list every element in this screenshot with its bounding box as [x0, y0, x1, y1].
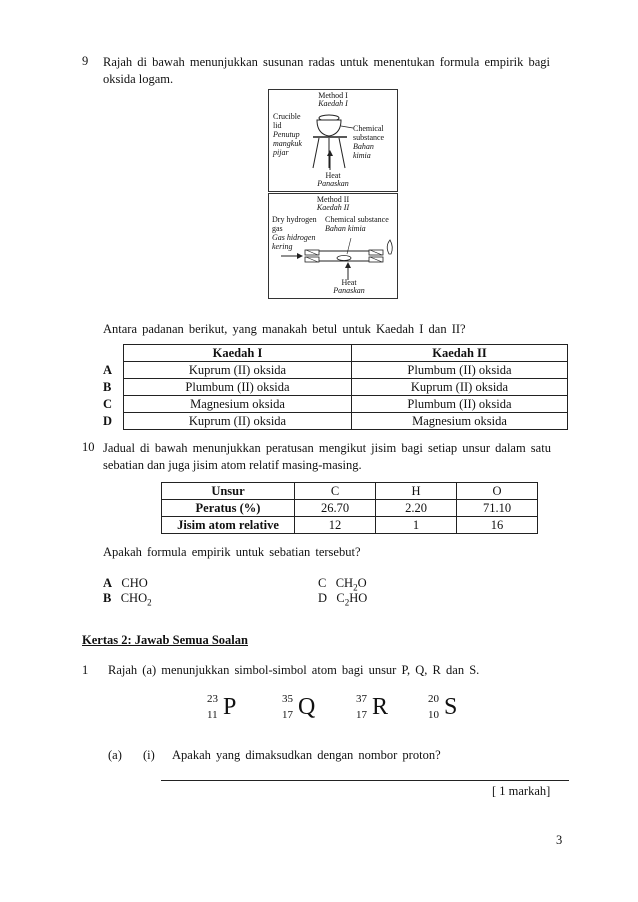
atom-symbol-r — [356, 693, 396, 733]
mass-number: 20 — [428, 693, 439, 705]
option-kaedah-1: Plumbum (II) oksida — [124, 379, 352, 396]
option-subscript: 2 — [353, 582, 358, 593]
table-cell: 2.20 — [376, 500, 457, 517]
option-row-c[interactable] — [103, 396, 568, 413]
option-letter: A — [103, 362, 113, 377]
table-row — [162, 517, 538, 534]
option-b[interactable] — [103, 590, 152, 612]
option-letter: B — [103, 591, 112, 605]
element-symbol: S — [444, 694, 458, 720]
method-2-title: Method II — [316, 195, 350, 204]
option-letter: D — [103, 413, 113, 428]
table-cell: Jisim atom relative — [162, 517, 295, 534]
mass-number: 35 — [282, 693, 293, 705]
option-text: C — [336, 591, 345, 605]
proton-number: 17 — [282, 709, 293, 721]
table-header-row — [103, 345, 568, 362]
option-kaedah-1: Kuprum (II) oksida — [124, 413, 352, 430]
question-10-text-line1: Jadual di bawah menunjukkan peratusan mengikut jisim bagi setiap unsur dalam satu — [103, 441, 551, 455]
header-kaedah-2: Kaedah II — [352, 345, 568, 362]
element-symbol: Q — [298, 694, 316, 720]
question-9-text-line1: Rajah di bawah menunjukkan susunan radas untuk menentukan formula empirik bagi — [103, 55, 550, 69]
method-1-heat-label: Heat — [325, 171, 341, 180]
option-kaedah-2: Magnesium oksida — [352, 413, 568, 430]
hydrogen-gas-label: Dry hydrogen gas Gas hidrogen kering — [272, 215, 317, 251]
element-symbol: P — [223, 694, 237, 720]
proton-number: 10 — [428, 709, 439, 721]
method-2-title-ms: Kaedah II — [316, 203, 350, 212]
chemical-substance-label: Chemical substance Bahan kimia — [353, 124, 385, 160]
option-text: CHO — [121, 576, 148, 590]
method-1-title-ms: Kaedah I — [318, 99, 348, 108]
option-subscript: 2 — [344, 597, 350, 608]
atom-symbol-s — [428, 693, 468, 733]
option-subscript: 2 — [147, 597, 152, 608]
marks-label: [ 1 markah] — [492, 784, 551, 798]
option-row-b[interactable] — [103, 379, 568, 396]
part-a-i-question: Apakah yang dimaksudkan dengan nombor proton? — [172, 748, 441, 762]
option-letter: A — [103, 576, 113, 590]
option-letter: C — [318, 576, 327, 590]
atom-symbol-q — [282, 693, 322, 733]
table-cell: 71.10 — [457, 500, 538, 517]
mass-number: 37 — [356, 693, 367, 705]
table-cell: O — [457, 483, 538, 500]
method-2-heat-label-ms: Panaskan — [333, 286, 365, 295]
method-1-title: Method I — [318, 91, 348, 100]
kertas-2-question-1-number: 1 — [82, 663, 89, 677]
table-cell: 12 — [295, 517, 376, 534]
element-symbol: R — [372, 694, 389, 720]
option-text: CH — [335, 576, 354, 590]
option-text: HO — [349, 591, 368, 605]
question-10-data-table — [161, 482, 538, 534]
table-cell: Peratus (%) — [162, 500, 295, 517]
option-letter: D — [318, 591, 328, 605]
question-10-text-line2: sebatian dan juga jisim atom relatif masing-masing. — [103, 458, 362, 472]
method-1-diagram — [268, 89, 398, 192]
question-9-text-line2: oksida logam. — [103, 72, 174, 86]
table-cell: 1 — [376, 517, 457, 534]
kertas-2-question-1-text: Rajah (a) menunjukkan simbol-simbol atom bagi unsur P, Q, R dan S. — [108, 663, 480, 677]
question-10-prompt: Apakah formula empirik untuk sebatian tersebut? — [103, 545, 361, 559]
proton-number: 17 — [356, 709, 367, 721]
crucible-lid-label: Crucible lid Penutup mangkuk pijar — [273, 112, 302, 157]
heat-arrow-icon — [325, 150, 335, 170]
table-cell: 16 — [457, 517, 538, 534]
answer-line[interactable] — [161, 780, 569, 781]
mass-number: 23 — [207, 693, 218, 705]
part-a-label: (a) — [108, 748, 122, 762]
atom-symbol-p — [207, 693, 247, 733]
question-9-options-table — [103, 344, 568, 430]
table-row — [162, 500, 538, 517]
option-kaedah-2: Kuprum (II) oksida — [352, 379, 568, 396]
option-kaedah-1: Magnesium oksida — [124, 396, 352, 413]
table-cell: H — [376, 483, 457, 500]
question-9-prompt: Antara padanan berikut, yang manakah betul untuk Kaedah I dan II? — [103, 322, 466, 336]
option-letter: C — [103, 396, 113, 411]
question-10-number: 10 — [82, 440, 95, 454]
method-2-heat-label: Heat — [341, 278, 357, 287]
table-cell: C — [295, 483, 376, 500]
part-i-label: (i) — [143, 748, 155, 762]
question-9-number: 9 — [82, 54, 89, 68]
method-2-diagram — [268, 193, 398, 299]
option-d[interactable] — [318, 590, 367, 612]
kertas-2-heading: Kertas 2: Jawab Semua Soalan — [82, 633, 248, 647]
table-cell: 26.70 — [295, 500, 376, 517]
proton-number: 11 — [207, 709, 218, 721]
table-row — [162, 483, 538, 500]
header-kaedah-1: Kaedah I — [124, 345, 352, 362]
option-kaedah-2: Plumbum (II) oksida — [352, 396, 568, 413]
option-text: CHO — [120, 591, 148, 605]
table-cell: Unsur — [162, 483, 295, 500]
option-row-d[interactable] — [103, 413, 568, 430]
tube-apparatus-illustration — [277, 238, 395, 278]
option-kaedah-1: Kuprum (II) oksida — [124, 362, 352, 379]
option-letter: B — [103, 379, 112, 394]
method-2-chemical-label: Chemical substance Bahan kimia — [325, 215, 389, 233]
option-kaedah-2: Plumbum (II) oksida — [352, 362, 568, 379]
option-row-a[interactable] — [103, 362, 568, 379]
option-text: O — [357, 576, 367, 590]
page-number: 3 — [556, 833, 563, 847]
method-1-heat-label-ms: Panaskan — [317, 179, 349, 188]
